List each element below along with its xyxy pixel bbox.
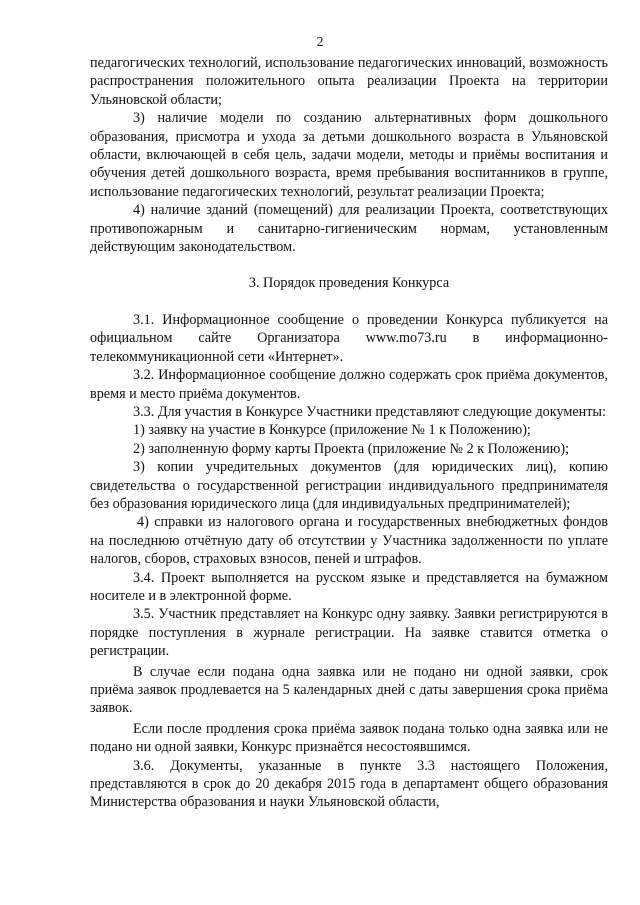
paragraph-innovations: педагогических технологий, использование педагогических инноваций, возможность распространения положительного опыта реализации Проекта на территории Ульяновской области; xyxy=(90,55,608,108)
paragraph-3-5: 3.5. Участник представляет на Конкурс одну заявку. Заявки регистрируются в порядке поступления в журнале регистрации. На заявке ставится отметка о регистрации. xyxy=(90,606,608,660)
list-item-tax-certificates: 4) справки из налогового органа и государственных внебюджетных фондов на последнюю отчётную дату об отсутствии у Участника задолженности по уплате налогов, сборов, страховых взносов, пеней и штрафов. xyxy=(90,514,608,568)
list-item-project-card: 2) заполненную форму карты Проекта (приложение № 2 к Положению); xyxy=(133,440,570,457)
page-number: 2 xyxy=(316,35,324,50)
paragraph-item-4-buildings: 4) наличие зданий (помещений) для реализации Проекта, соответствующих противопожарным и санитарно-гигиеническим нормам, установленным действующим законодательством. xyxy=(90,202,608,256)
list-item-founding-documents: 3) копии учредительных документов (для юридических лиц), копию свидетельства о государственной регистрации индивидуального предпринимателя без образования юридического лица (для индивидуальных предпринимателей); xyxy=(90,459,608,512)
document-body xyxy=(90,54,608,812)
paragraph-item-3-model: 3) наличие модели по созданию альтернативных форм дошкольного образования, присмотра и ухода за детьми дошкольного возраста в Ульяновской области, включающей в себя цель, задачи модели, методы и приёмы воспитания и обучения детей дошкольного возраста, время пребывания воспитанников в группе, использование педагогических технологий, результат реализации Проекта; xyxy=(90,110,608,200)
paragraph-contest-failed: Если после продления срока приёма заявок подана только одна заявка или не подано ни одной заявки, Конкурс признаётся несостоявшимся. xyxy=(90,720,608,756)
paragraph-3-6: 3.6. Документы, указанные в пункте 3.3 настоящего Положения, представляются в срок до 20 декабря 2015 года в департамент общего образования Министерства образования и науки Ульяновской области, xyxy=(90,757,608,811)
paragraph-3-2: 3.2. Информационное сообщение должно содержать срок приёма документов, время и место приёма документов. xyxy=(90,367,608,402)
paragraph-single-application: В случае если подана одна заявка или не подано ни одной заявки, срок приёма заявок продлевается на 5 календарных дней с даты завершения срока приёма заявок. xyxy=(90,663,608,717)
paragraph-3-4: 3.4. Проект выполняется на русском языке и представляется на бумажном носителе и в электронной форме. xyxy=(90,569,608,604)
list-item-application: 1) заявку на участие в Конкурсе (приложение № 1 к Положению); xyxy=(133,422,531,439)
paragraph-3-3: 3.3. Для участия в Конкурсе Участники представляют следующие документы: xyxy=(133,403,606,420)
section-heading: 3. Порядок проведения Конкурса xyxy=(248,275,450,292)
paragraph-3-1: 3.1. Информационное сообщение о проведении Конкурса публикуется на официальном сайте Организатора www.mo73.ru в информационно-телекоммуникационной сети «Интернет». xyxy=(90,311,608,365)
